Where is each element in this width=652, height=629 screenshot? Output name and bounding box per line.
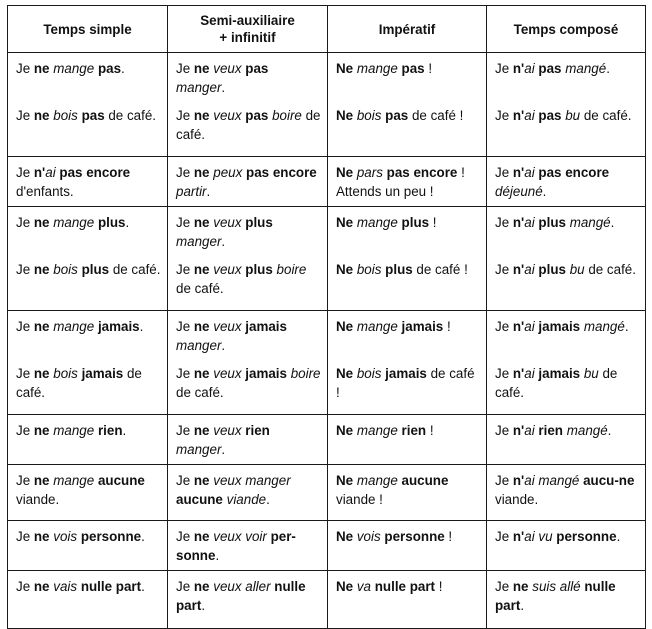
text-segment: de café !: [412, 262, 468, 277]
text-segment: suis allé: [532, 579, 581, 594]
text-segment: Ne: [336, 319, 354, 334]
text-segment: pas: [538, 61, 562, 76]
text-segment: ai mangé: [524, 473, 580, 488]
header-line: Semi-auxiliaire: [200, 13, 295, 28]
grammar-sheet: [7, 5, 645, 613]
text-segment: veux: [213, 319, 242, 334]
text-segment: n': [512, 165, 525, 180]
text-segment: Ne: [336, 366, 354, 381]
text-segment: vois: [356, 529, 381, 544]
text-segment: .: [624, 319, 629, 334]
text-segment: .: [121, 61, 125, 76]
text-segment: va: [356, 579, 372, 594]
cell-semi-auxiliaire: [168, 465, 328, 521]
text-segment: pas: [81, 108, 105, 123]
text-segment: Je: [16, 423, 34, 438]
header-imperatif: [328, 6, 487, 53]
cell-temps-compose: [487, 571, 646, 629]
text-segment: n': [512, 262, 525, 277]
text-segment: bois: [53, 262, 78, 277]
text-segment: Je: [176, 473, 194, 488]
text-segment: Je: [495, 366, 513, 381]
text-segment: ne: [193, 61, 210, 76]
text-segment: veux: [213, 262, 242, 277]
text-segment: ne: [33, 61, 50, 76]
cell-temps-compose: [487, 521, 646, 571]
text-segment: .: [139, 319, 144, 334]
text-segment: Je: [495, 61, 513, 76]
text-segment: veux aller: [213, 579, 271, 594]
cell-imperatif: [328, 311, 487, 356]
text-segment: ai: [524, 262, 535, 277]
cell-temps-simple: [8, 415, 168, 465]
cell-temps-simple: [8, 521, 168, 571]
text-segment: .: [221, 80, 226, 95]
text-segment: de café.: [109, 262, 161, 277]
text-segment: bu: [583, 366, 599, 381]
text-segment: Ne: [336, 423, 354, 438]
text-segment: plus: [245, 215, 273, 230]
text-segment: ne: [33, 215, 50, 230]
text-segment: veux: [213, 61, 242, 76]
text-segment: Je: [16, 61, 34, 76]
text-segment: viande.: [495, 492, 539, 507]
text-segment: ne: [33, 473, 50, 488]
table-row: [8, 415, 646, 465]
text-segment: Ne: [336, 215, 354, 230]
text-segment: !: [444, 529, 453, 544]
text-segment: aucune: [401, 473, 449, 488]
cell-temps-simple: [8, 571, 168, 629]
header-line: Temps composé: [513, 21, 619, 37]
text-segment: plus: [245, 262, 273, 277]
cell-temps-simple: [8, 157, 168, 207]
text-segment: plus: [401, 215, 430, 230]
text-segment: plus: [97, 215, 126, 230]
text-segment: mange: [356, 61, 398, 76]
text-segment: bois: [53, 366, 78, 381]
text-segment: viande !: [336, 492, 383, 507]
text-segment: ne: [33, 319, 50, 334]
text-segment: mange: [356, 319, 398, 334]
text-segment: rien: [401, 423, 427, 438]
text-segment: bu: [565, 108, 581, 123]
text-segment: manger: [176, 80, 222, 95]
text-segment: ne: [33, 108, 50, 123]
text-segment: ai: [524, 423, 535, 438]
text-segment: ai: [524, 165, 535, 180]
text-segment: plus: [538, 215, 566, 230]
text-segment: mange: [53, 61, 95, 76]
text-segment: per-sonne: [176, 529, 296, 563]
text-segment: Je: [176, 423, 194, 438]
cell-semi-auxiliaire: [168, 571, 328, 629]
text-segment: ne: [193, 473, 210, 488]
cell-imperatif: [328, 355, 487, 415]
text-segment: mange: [53, 319, 95, 334]
text-segment: ne: [193, 423, 210, 438]
text-segment: ne: [512, 579, 529, 594]
text-segment: plus: [81, 262, 110, 277]
table-row: [8, 571, 646, 629]
text-segment: pas encore: [538, 165, 610, 180]
text-segment: ai: [524, 366, 535, 381]
text-segment: ne: [193, 529, 210, 544]
text-segment: pas: [245, 108, 269, 123]
cell-imperatif: [328, 251, 487, 311]
text-segment: jamais: [245, 319, 287, 334]
header-line: + infinitif: [219, 30, 276, 45]
cell-semi-auxiliaire: [168, 207, 328, 252]
cell-semi-auxiliaire: [168, 251, 328, 311]
table-body: [8, 53, 646, 629]
text-segment: Ne: [336, 529, 354, 544]
text-segment: Je: [176, 215, 194, 230]
text-segment: !: [443, 319, 451, 334]
text-segment: Ne: [336, 61, 354, 76]
text-segment: n': [512, 108, 525, 123]
text-segment: Je: [16, 108, 34, 123]
text-segment: !: [429, 215, 437, 230]
header-row: [8, 6, 646, 53]
text-segment: pas: [401, 61, 425, 76]
text-segment: partir: [176, 184, 207, 199]
text-segment: Je: [176, 165, 194, 180]
text-segment: ai: [524, 319, 535, 334]
table-row: [8, 251, 646, 311]
text-segment: .: [122, 423, 127, 438]
text-segment: Ne: [336, 473, 354, 488]
text-segment: Ne: [336, 165, 354, 180]
text-segment: .: [206, 184, 211, 199]
text-segment: pas: [385, 108, 409, 123]
text-segment: bois: [356, 262, 382, 277]
text-segment: mange: [53, 215, 95, 230]
text-segment: ne: [193, 215, 210, 230]
text-segment: mangé: [569, 215, 611, 230]
text-segment: nulle part: [176, 579, 306, 613]
text-segment: veux: [213, 366, 242, 381]
text-segment: .: [221, 338, 226, 353]
cell-temps-simple: [8, 355, 168, 415]
text-segment: mange: [356, 473, 398, 488]
text-segment: Je: [16, 579, 34, 594]
text-segment: n': [512, 61, 525, 76]
table-row: [8, 97, 646, 157]
text-segment: .: [141, 579, 145, 594]
cell-imperatif: [328, 465, 487, 521]
text-segment: aucune: [97, 473, 145, 488]
text-segment: ne: [193, 108, 210, 123]
text-segment: !: [435, 579, 443, 594]
cell-temps-compose: [487, 53, 646, 98]
text-segment: Ne: [336, 108, 354, 123]
cell-temps-simple: [8, 311, 168, 356]
cell-imperatif: [328, 521, 487, 571]
text-segment: d'enfants.: [16, 184, 74, 199]
text-segment: ne: [33, 262, 50, 277]
text-segment: ne: [33, 529, 50, 544]
header-line: Impératif: [378, 21, 436, 37]
text-segment: mange: [356, 215, 398, 230]
text-segment: de café.: [584, 262, 636, 277]
text-segment: ai: [524, 215, 535, 230]
text-segment: jamais: [245, 366, 287, 381]
text-segment: jamais: [385, 366, 427, 381]
text-segment: Je: [16, 529, 34, 544]
text-segment: viande: [226, 492, 267, 507]
text-segment: vais: [53, 579, 78, 594]
text-segment: pas encore: [386, 165, 458, 180]
text-segment: manger: [176, 442, 222, 457]
cell-temps-simple: [8, 97, 168, 157]
text-segment: plus: [385, 262, 413, 277]
cell-temps-simple: [8, 207, 168, 252]
text-segment: nulle part: [495, 579, 616, 613]
text-segment: .: [607, 423, 612, 438]
text-segment: Je: [176, 108, 194, 123]
text-segment: Je: [495, 529, 513, 544]
text-segment: ai: [524, 108, 535, 123]
text-segment: de café.: [495, 366, 618, 400]
text-segment: bois: [356, 366, 382, 381]
text-segment: veux: [213, 423, 242, 438]
text-segment: boire: [272, 108, 302, 123]
cell-temps-compose: [487, 415, 646, 465]
text-segment: personne: [384, 529, 445, 544]
text-segment: aucu-ne: [583, 473, 635, 488]
text-segment: ne: [33, 579, 50, 594]
text-segment: ne: [33, 366, 50, 381]
text-segment: .: [266, 492, 270, 507]
text-segment: de café.: [16, 366, 142, 400]
table-row: [8, 311, 646, 356]
cell-temps-simple: [8, 53, 168, 98]
table-row: [8, 521, 646, 571]
text-segment: mange: [53, 423, 95, 438]
text-segment: mangé: [566, 423, 608, 438]
cell-semi-auxiliaire: [168, 157, 328, 207]
text-segment: .: [520, 598, 525, 613]
cell-temps-simple: [8, 251, 168, 311]
cell-temps-compose: [487, 251, 646, 311]
text-segment: déjeuné: [495, 184, 543, 199]
text-segment: Je: [176, 319, 194, 334]
cell-semi-auxiliaire: [168, 97, 328, 157]
cell-imperatif: [328, 97, 487, 157]
text-segment: peux: [213, 165, 243, 180]
text-segment: pars: [356, 165, 383, 180]
text-segment: de café.: [176, 281, 224, 296]
text-segment: ai: [45, 165, 56, 180]
text-segment: rien: [538, 423, 563, 438]
text-segment: manger: [176, 234, 222, 249]
text-segment: mange: [356, 423, 398, 438]
cell-semi-auxiliaire: [168, 415, 328, 465]
text-segment: veux: [213, 108, 242, 123]
text-segment: n': [512, 215, 525, 230]
text-segment: .: [221, 442, 226, 457]
text-segment: Je: [176, 529, 194, 544]
text-segment: plus: [538, 262, 566, 277]
text-segment: .: [606, 61, 610, 76]
cell-temps-compose: [487, 97, 646, 157]
text-segment: pas encore: [59, 165, 131, 180]
text-segment: ne: [193, 262, 210, 277]
text-segment: Je: [495, 319, 513, 334]
header-temps-simple: [8, 6, 168, 53]
text-segment: jamais: [538, 319, 581, 334]
text-segment: .: [542, 184, 547, 199]
cell-temps-compose: [487, 355, 646, 415]
text-segment: de café.: [176, 385, 224, 400]
text-segment: nulle part: [374, 579, 436, 594]
table-row: [8, 53, 646, 98]
text-segment: personne: [80, 529, 142, 544]
text-segment: .: [610, 215, 615, 230]
text-segment: bois: [53, 108, 78, 123]
cell-semi-auxiliaire: [168, 53, 328, 98]
text-segment: ! Attends un peu !: [336, 165, 465, 199]
text-segment: vois: [53, 529, 78, 544]
cell-imperatif: [328, 207, 487, 252]
cell-imperatif: [328, 53, 487, 98]
text-segment: !: [424, 61, 433, 76]
table-row: [8, 465, 646, 521]
text-segment: .: [201, 598, 206, 613]
text-segment: jamais: [97, 319, 140, 334]
cell-semi-auxiliaire: [168, 311, 328, 356]
text-segment: Je: [495, 215, 513, 230]
text-segment: mange: [53, 473, 95, 488]
text-segment: Je: [495, 579, 513, 594]
text-segment: n': [512, 473, 525, 488]
cell-temps-compose: [487, 157, 646, 207]
text-segment: Je: [495, 423, 513, 438]
table-row: [8, 207, 646, 252]
text-segment: n': [512, 366, 525, 381]
cell-temps-compose: [487, 207, 646, 252]
cell-imperatif: [328, 415, 487, 465]
text-segment: de café.: [104, 108, 157, 123]
text-segment: veux manger: [213, 473, 291, 488]
text-segment: Je: [16, 366, 34, 381]
text-segment: n': [512, 319, 525, 334]
text-segment: ne: [33, 423, 50, 438]
text-segment: pas: [97, 61, 122, 76]
text-segment: veux voir: [213, 529, 267, 544]
text-segment: Je: [16, 262, 34, 277]
text-segment: ne: [193, 579, 210, 594]
cell-temps-compose: [487, 465, 646, 521]
text-segment: .: [215, 548, 220, 563]
text-segment: de café.: [580, 108, 632, 123]
text-segment: ne: [193, 319, 210, 334]
text-segment: .: [221, 234, 226, 249]
header-semi-auxiliaire: [168, 6, 328, 53]
text-segment: .: [616, 529, 621, 544]
text-segment: jamais: [538, 366, 581, 381]
text-segment: pas: [245, 61, 269, 76]
text-segment: viande.: [16, 492, 60, 507]
text-segment: manger: [176, 338, 222, 353]
text-segment: Je: [16, 165, 34, 180]
cell-imperatif: [328, 157, 487, 207]
text-segment: Ne: [336, 262, 354, 277]
text-segment: Je: [176, 366, 194, 381]
text-segment: Je: [16, 319, 34, 334]
text-segment: rien: [97, 423, 123, 438]
text-segment: ne: [193, 165, 210, 180]
text-segment: bois: [356, 108, 382, 123]
text-segment: mangé: [583, 319, 625, 334]
text-segment: Je: [16, 215, 34, 230]
text-segment: Je: [16, 473, 34, 488]
text-segment: de café !: [408, 108, 464, 123]
text-segment: de café !: [336, 366, 475, 400]
text-segment: Je: [176, 579, 194, 594]
text-segment: personne: [556, 529, 617, 544]
text-segment: jamais: [81, 366, 124, 381]
text-segment: .: [141, 529, 145, 544]
cell-temps-compose: [487, 311, 646, 356]
text-segment: aucune: [176, 492, 223, 507]
table-row: [8, 355, 646, 415]
text-segment: Je: [495, 262, 513, 277]
text-segment: nulle part: [80, 579, 142, 594]
text-segment: bu: [569, 262, 585, 277]
text-segment: boire: [276, 262, 307, 277]
text-segment: mangé: [565, 61, 607, 76]
text-segment: jamais: [401, 319, 444, 334]
text-segment: n': [512, 529, 525, 544]
text-segment: Je: [495, 108, 513, 123]
cell-temps-simple: [8, 465, 168, 521]
text-segment: .: [125, 215, 130, 230]
text-segment: ai: [524, 61, 535, 76]
text-segment: ai vu: [524, 529, 553, 544]
text-segment: n': [33, 165, 46, 180]
cell-imperatif: [328, 571, 487, 629]
text-segment: Ne: [336, 579, 354, 594]
cell-semi-auxiliaire: [168, 521, 328, 571]
header-temps-compose: [487, 6, 646, 53]
text-segment: Je: [176, 61, 194, 76]
text-segment: Je: [176, 262, 194, 277]
text-segment: rien: [245, 423, 270, 438]
text-segment: de café.: [176, 108, 321, 142]
cell-semi-auxiliaire: [168, 355, 328, 415]
table-row: [8, 157, 646, 207]
text-segment: Je: [495, 473, 513, 488]
header-line: Temps simple: [43, 21, 132, 37]
text-segment: pas: [538, 108, 562, 123]
negation-table: [7, 5, 646, 629]
text-segment: boire: [290, 366, 321, 381]
text-segment: n': [512, 423, 525, 438]
text-segment: !: [426, 423, 434, 438]
text-segment: Je: [495, 165, 513, 180]
text-segment: pas encore: [246, 165, 317, 180]
text-segment: ne: [193, 366, 210, 381]
text-segment: veux: [213, 215, 242, 230]
